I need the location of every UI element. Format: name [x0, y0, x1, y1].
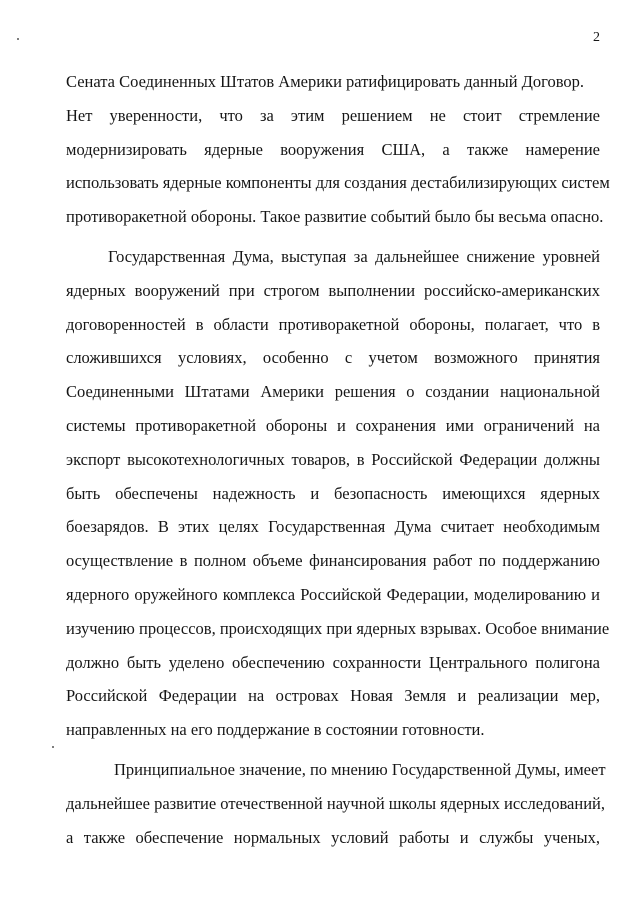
scan-speck — [52, 746, 54, 748]
text-line: сложившихся условиях, особенно с учетом возможного принятия — [66, 348, 600, 368]
paragraph-1 — [66, 65, 610, 234]
text-line: системы противоракетной обороны и сохранения ими ограничений на — [66, 415, 600, 435]
text-line: Государственная Дума, выступая за дальнейшее снижение уровней — [108, 246, 600, 266]
text-line: Российской Федерации на островах Новая Земля и реализации мер, — [66, 686, 600, 706]
text-line: боезарядов. В этих целях Государственная Дума считает необходимым — [66, 517, 600, 537]
text-line: Соединенными Штатами Америки решения о создании национальной — [66, 382, 600, 402]
text-line: договоренностей в области противоракетной обороны, полагает, что в — [66, 314, 600, 334]
paragraph-3 — [66, 753, 606, 854]
text-line: дальнейшее развитие отечественной научной школы ядерных исследований, — [66, 793, 605, 813]
text-line: Принципиальное значение, по мнению Государственной Думы, имеет — [114, 759, 606, 779]
page-number: 2 — [593, 30, 600, 45]
text-line: быть обеспечены надежность и безопасность имеющихся ядерных — [66, 483, 600, 503]
text-line: модернизировать ядерные вооружения США, а также намерение — [66, 139, 600, 159]
text-line: использовать ядерные компоненты для создания дестабилизирующих систем — [66, 173, 610, 193]
text-line: а также обеспечение нормальных условий работы и службы ученых, — [66, 827, 600, 847]
text-line: экспорт высокотехнологичных товаров, в Российской Федерации должны — [66, 449, 600, 469]
text-line: должно быть уделено обеспечению сохранности Центрального полигона — [66, 652, 600, 672]
document-body — [66, 65, 610, 854]
text-line: противоракетной обороны. Такое развитие событий было бы весьма опасно. — [66, 207, 604, 227]
paragraph-2 — [66, 240, 610, 747]
text-line: Сената Соединенных Штатов Америки ратифицировать данный Договор. — [66, 72, 585, 91]
text-line: изучению процессов, происходящих при ядерных взрывах. Особое внимание — [66, 618, 610, 638]
text-line: Нет уверенности, что за этим решением не стоит стремление — [66, 105, 600, 125]
text-line: направленных на его поддержание в состоянии готовности. — [66, 720, 485, 740]
scan-speck — [17, 38, 19, 40]
text-line: осуществление в полном объеме финансирования работ по поддержанию — [66, 551, 600, 571]
text-line: ядерных вооружений при строгом выполнении российско-американских — [66, 280, 600, 300]
text-line: ядерного оружейного комплекса Российской Федерации, моделированию и — [66, 584, 600, 604]
